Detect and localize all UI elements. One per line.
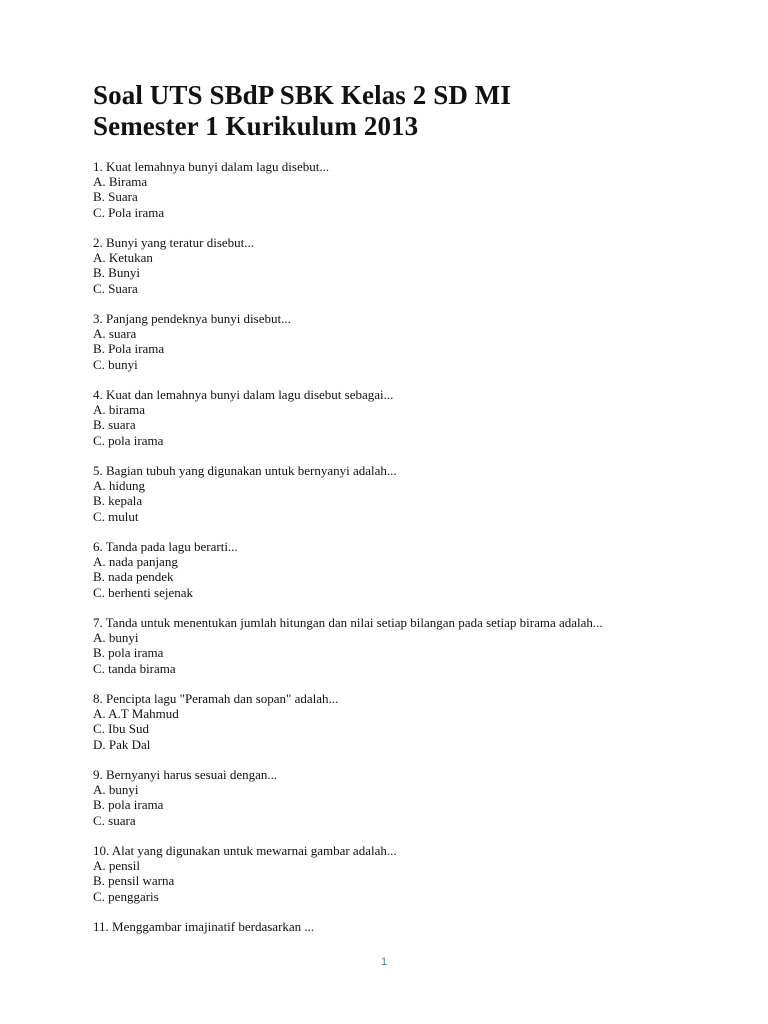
answer-option: C. Ibu Sud [93, 721, 149, 737]
question-item [93, 919, 693, 934]
title-line-1: Soal UTS SBdP SBK Kelas 2 SD MI [93, 80, 511, 110]
answer-option: B. suara [93, 417, 136, 433]
answer-option: A. suara [93, 326, 137, 342]
answer-option: A. Birama [93, 174, 148, 190]
question-item [93, 615, 693, 676]
answer-option: C. tanda birama [93, 660, 176, 676]
answer-option: A. bunyi [93, 630, 139, 646]
answer-option: C. bunyi [93, 356, 138, 372]
question-item [93, 539, 693, 600]
question-item [93, 463, 693, 524]
answer-option: A. Ketukan [93, 250, 153, 266]
answer-option: A. birama [93, 402, 145, 418]
question-item [93, 691, 693, 752]
answer-option: C. berhenti sejenak [93, 584, 193, 600]
answer-option: D. Pak Dal [93, 736, 151, 752]
question-item [93, 311, 693, 372]
answer-option: B. kepala [93, 493, 143, 509]
answer-option: B. pola irama [93, 645, 164, 661]
answer-option: B. pensil warna [93, 873, 175, 889]
question-item [93, 235, 693, 296]
question-list [93, 159, 693, 934]
answer-option: C. mulut [93, 508, 139, 524]
title-line-2: Semester 1 Kurikulum 2013 [93, 111, 419, 141]
question-text: 4. Kuat dan lemahnya bunyi dalam lagu disebut sebagai... [93, 387, 394, 402]
answer-option: B. Bunyi [93, 265, 140, 281]
document-title [93, 80, 693, 142]
answer-option: B. pola irama [93, 797, 164, 813]
answer-option: B. Suara [93, 189, 138, 205]
answer-option: A. hidung [93, 478, 145, 494]
question-text: 5. Bagian tubuh yang digunakan untuk bernyanyi adalah... [93, 463, 397, 478]
document-page [93, 80, 693, 949]
answer-option: A. A.T Mahmud [93, 706, 179, 722]
question-item [93, 767, 693, 828]
page-number: 1 [380, 956, 388, 968]
question-text: 2. Bunyi yang teratur disebut... [93, 235, 255, 250]
answer-option: C. Suara [93, 280, 138, 296]
answer-option: B. Pola irama [93, 341, 165, 357]
answer-option: C. suara [93, 812, 136, 828]
answer-option: A. bunyi [93, 782, 139, 798]
question-text: 9. Bernyanyi harus sesuai dengan... [93, 767, 278, 782]
question-text: 7. Tanda untuk menentukan jumlah hitungan dan nilai setiap bilangan pada setiap birama adalah... [93, 615, 603, 630]
question-text: 6. Tanda pada lagu berarti... [93, 539, 238, 554]
answer-option: C. Pola irama [93, 204, 165, 220]
question-text: 3. Panjang pendeknya bunyi disebut... [93, 311, 291, 326]
question-text: 10. Alat yang digunakan untuk mewarnai gambar adalah... [93, 843, 397, 858]
question-item [93, 843, 693, 904]
answer-option: B. nada pendek [93, 569, 174, 585]
question-text: 8. Pencipta lagu "Peramah dan sopan" adalah... [93, 691, 339, 706]
answer-option: A. pensil [93, 858, 140, 874]
answer-option: C. pola irama [93, 432, 164, 448]
question-text: 11. Menggambar imajinatif berdasarkan ... [93, 919, 315, 934]
question-item [93, 159, 693, 220]
answer-option: C. penggaris [93, 888, 159, 904]
question-text: 1. Kuat lemahnya bunyi dalam lagu disebut... [93, 159, 330, 174]
answer-option: A. nada panjang [93, 554, 178, 570]
question-item [93, 387, 693, 448]
